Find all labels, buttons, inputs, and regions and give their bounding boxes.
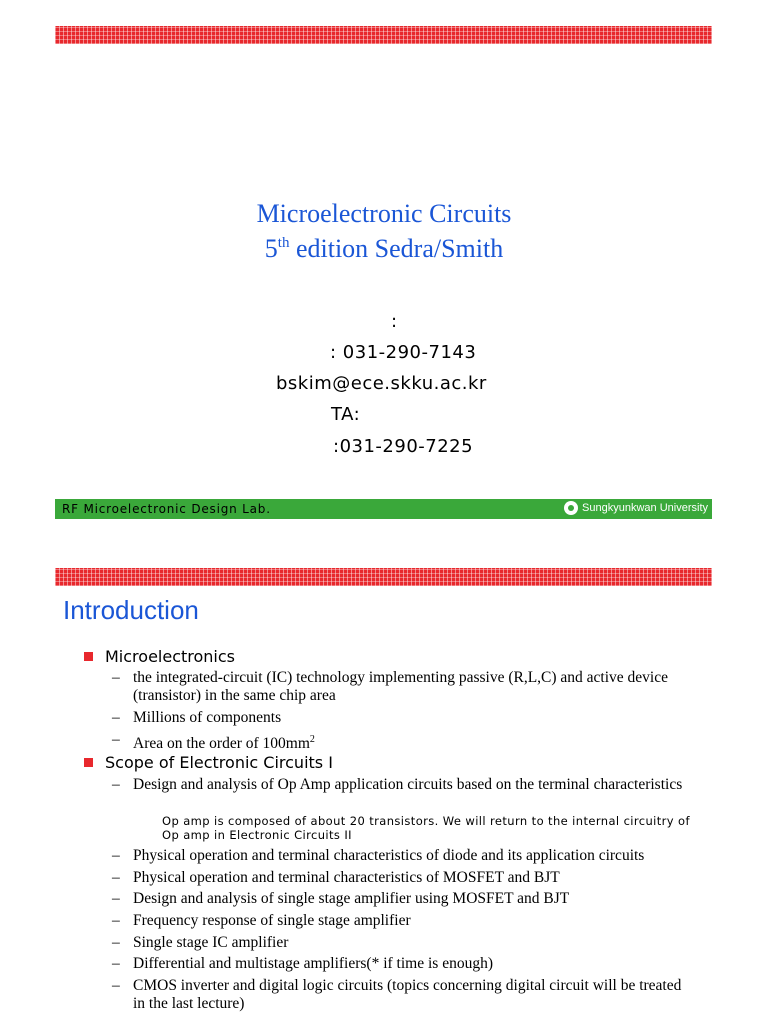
list-item: – Millions of components [112,709,282,726]
list-item: – Design and analysis of Op Amp application circuits based on the terminal characteristics [112,776,683,793]
lab-name: RF Microelectronic Design Lab. [62,502,271,516]
list-item: – Design and analysis of single stage amplifier using MOSFET and BJT [112,890,570,907]
list-item: – Differential and multistage amplifiers(* if time is enough) [112,955,493,972]
list-item: – Single stage IC amplifier [112,934,289,951]
list-item: – Physical operation and terminal characteristics of MOSFET and BJT [112,869,560,886]
university-brand [564,501,708,515]
introduction-slide [0,562,768,1024]
slide-heading: Introduction [63,595,199,625]
list-item: – Frequency response of single stage amplifier [112,912,411,929]
square-bullet-icon [84,758,93,767]
header-bar [55,568,712,586]
edition-line: 5th edition Sedra/Smith [264,234,504,263]
square-bullet-icon [84,652,93,661]
section-label: Scope of Electronic Circuits I [105,753,333,772]
section-microelectronics [84,647,235,666]
list-item: – the integrated-circuit (IC) technology implementing passive (R,L,C) and active device (transistor) in the same chip area [112,669,668,704]
professor-email: bskim@ece.skku.ac.kr [276,373,487,394]
list-item: – Physical operation and terminal characteristics of diode and its application circuits [112,847,645,864]
header-bar [55,26,712,44]
sub-note: Op amp is composed of about 20 transistors. We will return to the internal circuitry of Op amp in Electronic Circuits II [162,814,690,842]
section-label: Microelectronics [105,647,235,666]
university-name: Sungkyunkwan University [582,502,708,514]
section-scope [84,753,333,772]
footer-bar [55,499,712,519]
ta-phone: :031-290-7225 [333,436,474,457]
list-item: – Area on the order of $100mm^2$ [112,731,315,753]
professor-line: : [391,311,398,332]
ta-label: TA: [331,404,361,425]
university-logo-icon [564,501,578,515]
professor-phone: : 031-290-7143 [330,342,477,363]
course-title: Microelectronic Circuits [256,199,512,228]
list-item: – CMOS inverter and digital logic circuits (topics concerning digital circuit will be treated in the last lecture) [112,977,682,1012]
